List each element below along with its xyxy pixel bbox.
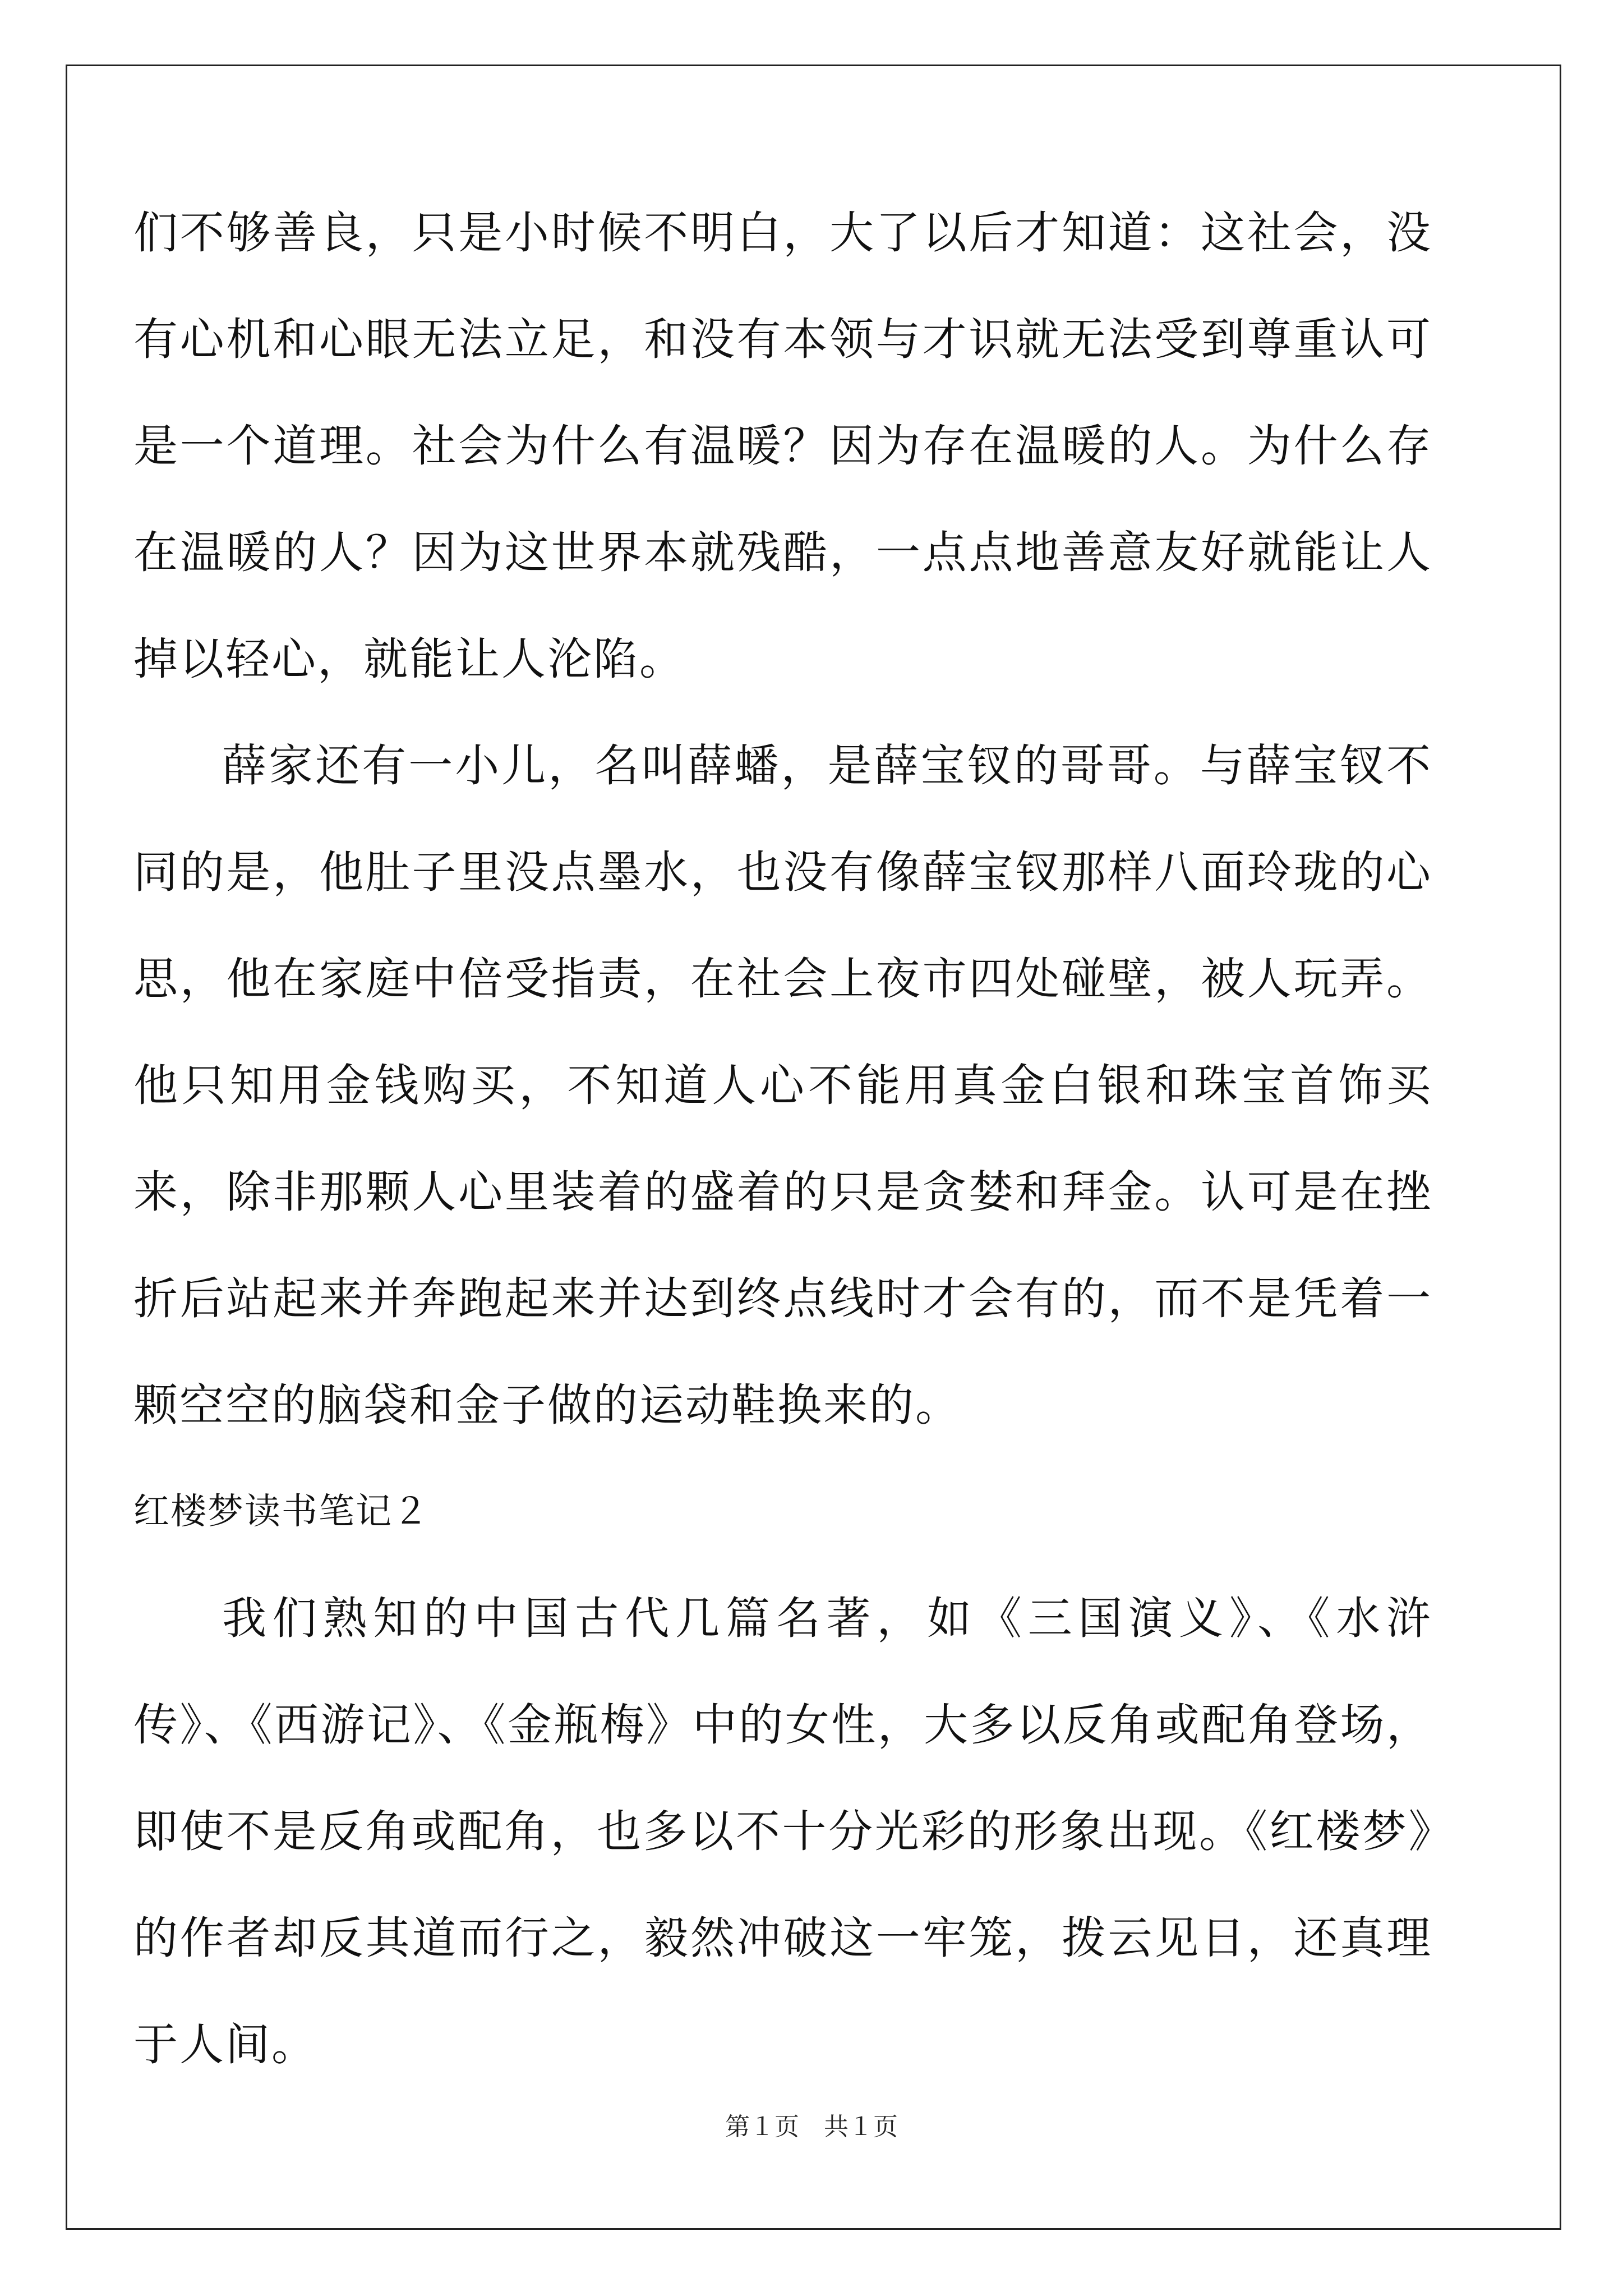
paragraph-3: 我们熟知的中国古代几篇名著，如《三国演义》、《水浒传》、《西游记》、《金瓶梅》中的女性，大多以反角或配角登场，即使不是反角或配角，也多以不十分光彩的形象出现。《红楼梦》的作者却反其道而行之，毅然冲破这一牢笼，拨云见日，还真理于人间。 <box>133 1593 1432 2070</box>
paragraph-1: 们不够善良，只是小时候不明白，大了以后才知道：这社会，没有心机和心眼无法立足，和没有本领与才识就无法受到尊重认可是一个道理。社会为什么有温暖？因为存在温暖的人。为什么存在温暖的人？因为这世界本就残酷，一点点地善意友好就能让人掉以轻心，就能让人沦陷。 <box>133 207 1432 685</box>
section-heading: 红楼梦读书笔记２ <box>133 1491 430 1533</box>
paragraph-2: 薛家还有一小儿，名叫薛蟠，是薛宝钗的哥哥。与薛宝钗不同的是，他肚子里没点墨水，也没有像薛宝钗那样八面玲珑的心思，他在家庭中倍受指责，在社会上夜市四处碰壁，被人玩弄。他只知用金钱购买，不知道人心不能用真金白银和珠宝首饰买来，除非那颗人心里装着的盛着的只是贪婪和拜金。认可是在挫折后站起来并奔跑起来并达到终点线时才会有的，而不是凭着一颗空空的脑袋和金子做的运动鞋换来的。 <box>133 740 1432 1431</box>
page-footer: 第１页 共１页 <box>725 2113 898 2141</box>
document-body <box>133 180 1432 2098</box>
